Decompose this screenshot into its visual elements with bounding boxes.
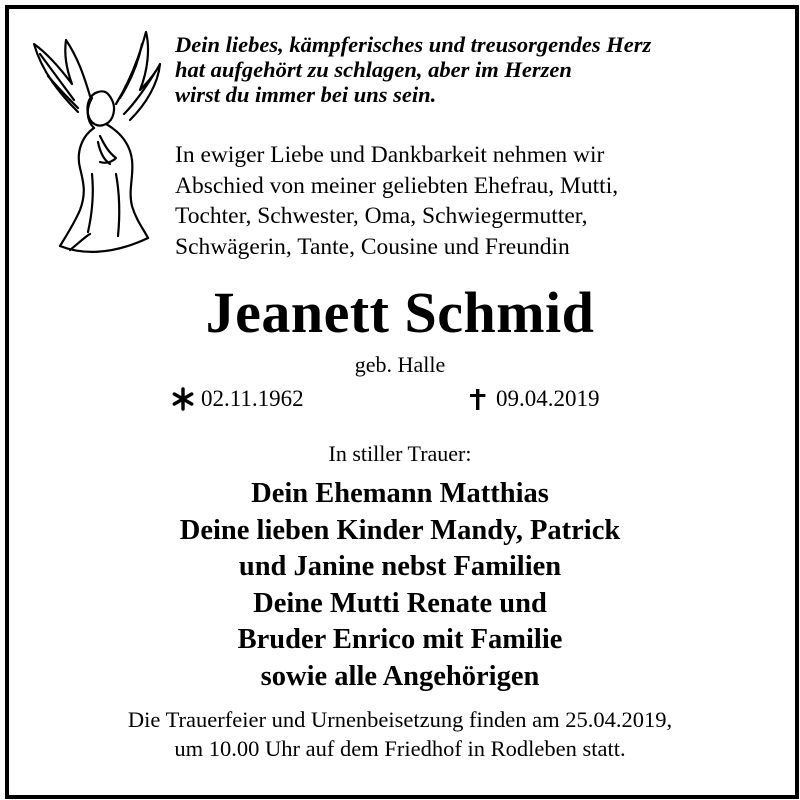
birth-date-row bbox=[170, 384, 304, 414]
funeral-notice bbox=[0, 705, 800, 763]
mourner-line: Bruder Enrico mit Familie bbox=[237, 624, 563, 655]
verse-line: hat aufgehört zu schlagen, aber im Herzen bbox=[175, 57, 572, 82]
mourning-heading: In stiller Trauer: bbox=[328, 441, 472, 466]
intro-line: In ewiger Liebe und Dankbarkeit nehmen wir bbox=[175, 142, 605, 168]
intro-line: Tochter, Schwester, Oma, Schwiegermutter, bbox=[175, 203, 588, 229]
maiden-name: geb. Halle bbox=[354, 352, 446, 377]
funeral-line: um 10.00 Uhr auf dem Friedhof in Rodleben statt. bbox=[174, 736, 626, 761]
mourners-list bbox=[0, 476, 800, 695]
mourner-line: Deine Mutti Renate und bbox=[253, 587, 547, 619]
death-date: 09.04.2019 bbox=[496, 386, 600, 411]
mourner-line: und Janine nebst Familien bbox=[238, 551, 562, 582]
mourner-line: Dein Ehemann Matthias bbox=[251, 478, 549, 509]
funeral-line: Die Trauerfeier und Urnenbeisetzung finden am 25.04.2019, bbox=[127, 707, 673, 732]
mourner-line: Deine lieben Kinder Mandy, Patrick bbox=[179, 514, 621, 546]
verse-line: wirst du immer bei uns sein. bbox=[175, 82, 437, 107]
mourner-line: sowie alle Angehörigen bbox=[260, 660, 540, 692]
death-date-row bbox=[465, 384, 600, 414]
asterisk-birth-icon bbox=[170, 386, 196, 412]
intro-line: Schwägerin, Tante, Cousine und Freundin bbox=[175, 233, 570, 260]
deceased-name: Jeanett Schmid bbox=[205, 280, 595, 345]
cross-death-icon bbox=[465, 386, 491, 412]
angel-illustration bbox=[20, 24, 170, 264]
intro-line: Abschied von meiner geliebten Ehefrau, Mutti, bbox=[175, 172, 619, 199]
birth-date: 02.11.1962 bbox=[201, 386, 304, 411]
farewell-intro bbox=[175, 140, 775, 262]
memorial-verse bbox=[175, 32, 775, 107]
verse-line: Dein liebes, kämpferisches und treusorgendes Herz bbox=[175, 32, 652, 57]
